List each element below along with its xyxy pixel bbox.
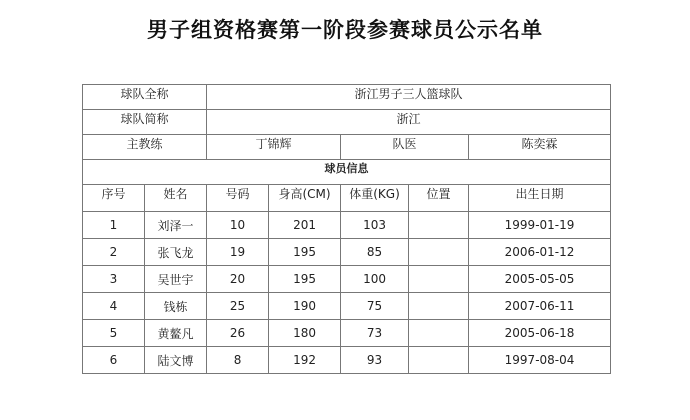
team-short-name-label: 球队简称 <box>83 110 207 135</box>
section-title: 球员信息 <box>83 160 611 185</box>
column-header: 出生日期 <box>469 185 611 212</box>
column-header: 序号 <box>83 185 145 212</box>
player-birth: 2005-06-18 <box>469 320 611 347</box>
team-full-name-value: 浙江男子三人篮球队 <box>207 85 611 110</box>
player-height: 192 <box>269 347 341 374</box>
player-position <box>409 320 469 347</box>
player-seq: 5 <box>83 320 145 347</box>
player-birth: 2007-06-11 <box>469 293 611 320</box>
player-position <box>409 239 469 266</box>
player-position <box>409 347 469 374</box>
section-row <box>83 160 611 185</box>
doctor-value: 陈奕霖 <box>469 135 611 160</box>
column-header: 号码 <box>207 185 269 212</box>
player-number: 25 <box>207 293 269 320</box>
team-full-name-row <box>83 85 611 110</box>
player-birth: 1997-08-04 <box>469 347 611 374</box>
column-header: 位置 <box>409 185 469 212</box>
page-title: 男子组资格赛第一阶段参赛球员公示名单 <box>147 18 543 42</box>
player-weight: 75 <box>341 293 409 320</box>
player-position <box>409 212 469 239</box>
player-number: 19 <box>207 239 269 266</box>
player-position <box>409 293 469 320</box>
roster-table <box>82 84 611 374</box>
table-row <box>83 320 611 347</box>
player-number: 10 <box>207 212 269 239</box>
player-height: 180 <box>269 320 341 347</box>
doctor-label: 队医 <box>341 135 469 160</box>
player-seq: 1 <box>83 212 145 239</box>
table-row <box>83 212 611 239</box>
player-weight: 93 <box>341 347 409 374</box>
column-header: 姓名 <box>145 185 207 212</box>
player-weight: 100 <box>341 266 409 293</box>
player-number: 8 <box>207 347 269 374</box>
column-header: 身高(CM) <box>269 185 341 212</box>
player-weight: 85 <box>341 239 409 266</box>
player-birth: 2005-05-05 <box>469 266 611 293</box>
player-number: 20 <box>207 266 269 293</box>
player-name: 陆文博 <box>145 347 207 374</box>
column-header: 体重(KG) <box>341 185 409 212</box>
player-height: 201 <box>269 212 341 239</box>
player-name: 吴世宇 <box>145 266 207 293</box>
player-seq: 6 <box>83 347 145 374</box>
player-seq: 3 <box>83 266 145 293</box>
player-birth: 2006-01-12 <box>469 239 611 266</box>
table-row <box>83 266 611 293</box>
player-birth: 1999-01-19 <box>469 212 611 239</box>
table-row <box>83 239 611 266</box>
team-short-name-row <box>83 110 611 135</box>
team-short-name-value: 浙江 <box>207 110 611 135</box>
player-name: 刘泽一 <box>145 212 207 239</box>
staff-row <box>83 135 611 160</box>
column-header-row <box>83 185 611 212</box>
player-weight: 73 <box>341 320 409 347</box>
player-height: 195 <box>269 239 341 266</box>
player-number: 26 <box>207 320 269 347</box>
player-position <box>409 266 469 293</box>
coach-value: 丁锦辉 <box>207 135 341 160</box>
table-row <box>83 293 611 320</box>
team-full-name-label: 球队全称 <box>83 85 207 110</box>
player-name: 张飞龙 <box>145 239 207 266</box>
table-row <box>83 347 611 374</box>
player-seq: 2 <box>83 239 145 266</box>
coach-label: 主教练 <box>83 135 207 160</box>
player-height: 195 <box>269 266 341 293</box>
player-height: 190 <box>269 293 341 320</box>
player-weight: 103 <box>341 212 409 239</box>
player-name: 钱栋 <box>145 293 207 320</box>
player-seq: 4 <box>83 293 145 320</box>
player-name: 黄鳌凡 <box>145 320 207 347</box>
